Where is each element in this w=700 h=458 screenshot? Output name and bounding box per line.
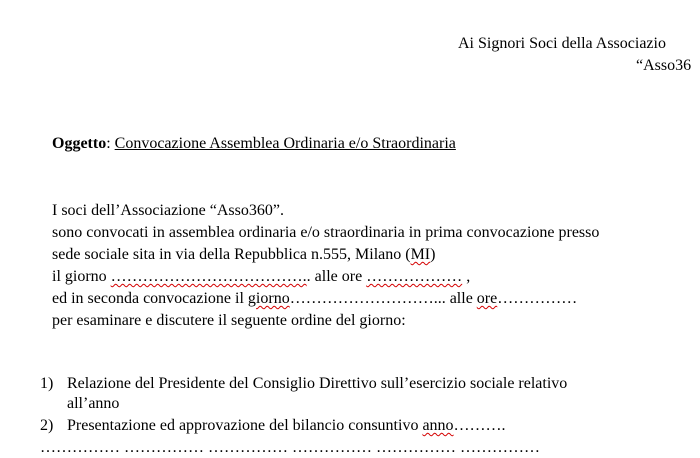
agenda-item-2-number: 2) bbox=[40, 417, 54, 434]
first-line-end: , bbox=[462, 268, 471, 285]
body-line-4 bbox=[52, 267, 470, 287]
agenda-item-2 bbox=[40, 416, 506, 436]
first-time-label: . alle ore bbox=[306, 268, 367, 285]
province-code: MI bbox=[410, 246, 431, 263]
subject-label: Oggetto bbox=[52, 135, 107, 152]
subject-title: Convocazione Assemblea Ordinaria e/o Straordinaria bbox=[114, 135, 456, 152]
agenda-item-2-text: Presentazione ed approvazione del bilancio consuntivo bbox=[67, 417, 423, 434]
first-date-label: il giorno bbox=[52, 268, 111, 285]
agenda-item-1-continuation: all’anno bbox=[67, 395, 120, 412]
agenda-item-3-partial: …………… …………… …………… …………… …………… …………… bbox=[40, 439, 540, 456]
agenda-item-1-number: 1) bbox=[40, 375, 54, 392]
body-line-6: per esaminare e discutere il seguente ordine del giorno: bbox=[52, 312, 406, 329]
subject-separator: : bbox=[106, 135, 111, 152]
second-time-word: ore bbox=[476, 290, 498, 307]
first-date-blank: ………………………………. bbox=[110, 268, 307, 285]
first-time-blank: ……………… bbox=[366, 268, 463, 285]
body-line-5 bbox=[52, 289, 577, 309]
second-date-blank: ……………………….. bbox=[289, 290, 442, 307]
address-close: ) bbox=[430, 246, 436, 263]
agenda-item-1 bbox=[40, 374, 567, 394]
address-text: sede sociale sita in via della Repubblica n.555, Milano ( bbox=[52, 246, 411, 263]
body-line-3 bbox=[52, 245, 435, 265]
subject-line bbox=[52, 134, 456, 154]
second-date-word: giorno bbox=[247, 290, 290, 307]
agenda-item-2-year-word: anno bbox=[422, 417, 454, 434]
agenda-item-2-blank: ………. bbox=[453, 417, 506, 434]
second-time-label: . alle bbox=[441, 290, 477, 307]
agenda-item-1-text: Relazione del Presidente del Consiglio Direttivo sull’esercizio sociale relativo bbox=[67, 375, 568, 392]
recipient-line-2: “Asso36 bbox=[636, 57, 692, 74]
recipient-line-1: Ai Signori Soci della Associazio bbox=[458, 35, 666, 52]
second-convocation-label: ed in seconda convocazione il bbox=[52, 290, 248, 307]
second-time-blank: …………… bbox=[497, 290, 578, 307]
body-line-1: I soci dell’Associazione “Asso360”. bbox=[52, 202, 284, 219]
body-line-2: sono convocati in assemblea ordinaria e/o straordinaria in prima convocazione presso bbox=[52, 224, 600, 241]
